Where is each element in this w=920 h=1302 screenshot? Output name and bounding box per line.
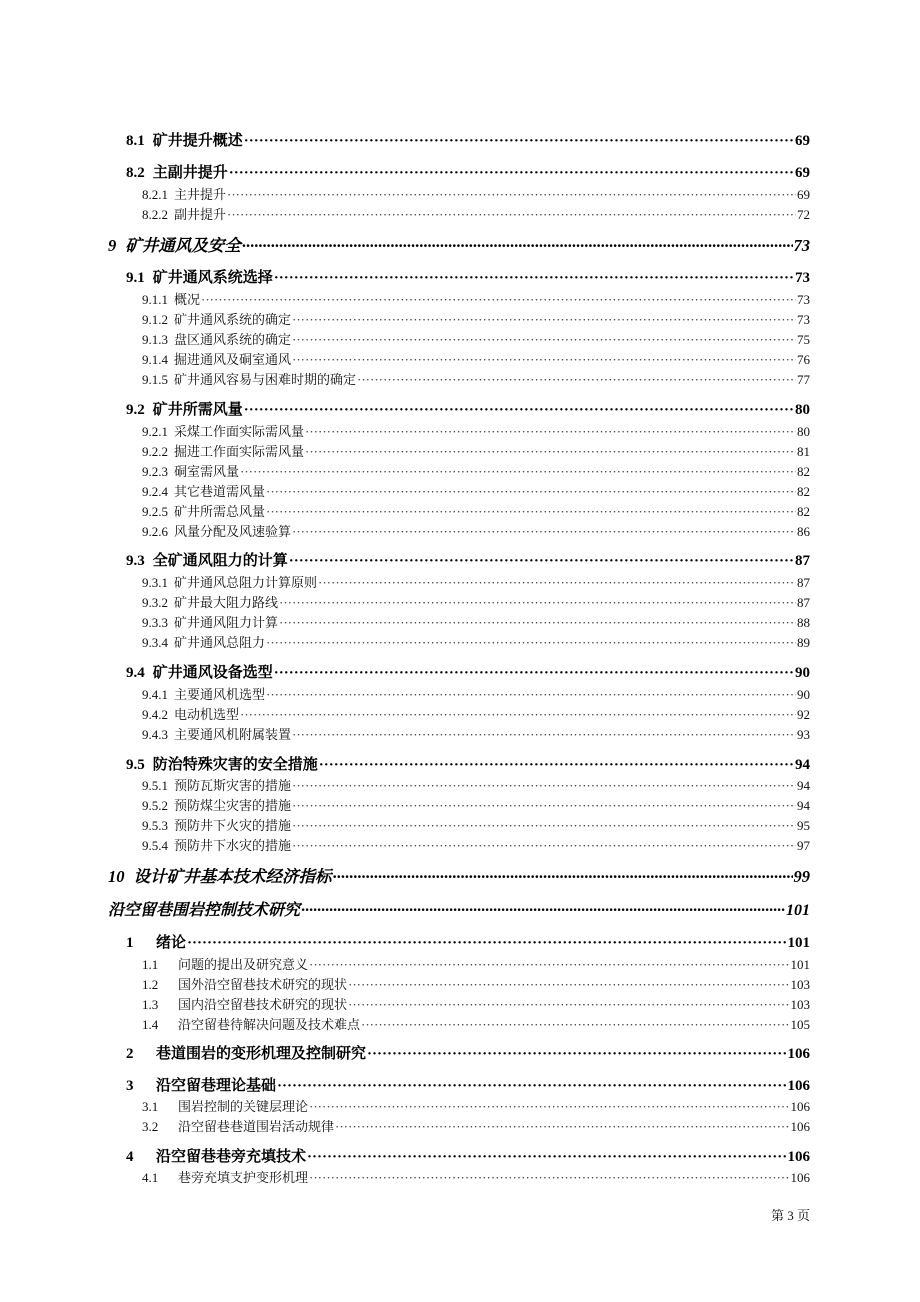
dot-leader — [292, 333, 796, 346]
toc-entry-number: 9.1.2 — [142, 312, 168, 327]
toc-entry-number: 9.5.1 — [142, 778, 168, 793]
toc-entry-number: 9.2.1 — [142, 424, 168, 439]
toc-entry[interactable] — [142, 373, 810, 386]
dot-leader — [348, 998, 789, 1011]
toc-entry-page: 90 — [795, 665, 810, 681]
dot-leader — [292, 819, 796, 832]
dot-leader — [292, 728, 796, 741]
toc-entry[interactable] — [142, 425, 810, 438]
toc-entry-page: 73 — [797, 312, 810, 327]
dot-leader — [301, 903, 785, 919]
toc-entry[interactable] — [142, 819, 810, 832]
dot-leader — [266, 688, 796, 701]
toc-entry[interactable] — [142, 708, 810, 721]
toc-entry-page: 93 — [797, 727, 810, 742]
toc-entry-title: 矿井通风容易与困难时期的确定 — [174, 372, 357, 387]
toc-entry-number: 9.2.4 — [142, 484, 168, 499]
toc-entry-number: 9.4.3 — [142, 727, 168, 742]
toc-entry-number: 9.3 — [126, 553, 145, 569]
toc-entry[interactable] — [142, 839, 810, 852]
toc-entry-number: 1.4 — [142, 1017, 159, 1032]
toc-entry-title: 矿井通风总阻力计算原则 — [174, 575, 318, 590]
toc-entry[interactable] — [126, 554, 810, 569]
dot-leader — [266, 485, 796, 498]
toc-entry-title: 问题的提出及研究意义 — [178, 957, 309, 972]
toc-entry-number: 4 — [126, 1149, 134, 1165]
toc-entry[interactable] — [142, 998, 810, 1011]
toc-entry[interactable] — [142, 596, 810, 609]
dot-leader — [305, 425, 796, 438]
dot-leader — [319, 758, 794, 773]
toc-entry-number: 9.2 — [126, 402, 145, 418]
toc-entry[interactable] — [142, 688, 810, 701]
toc-entry[interactable] — [142, 188, 810, 201]
dot-leader — [266, 636, 796, 649]
dot-leader — [201, 293, 796, 306]
toc-entry-page: 72 — [797, 207, 810, 222]
toc-entry-page: 86 — [797, 524, 810, 539]
toc-entry[interactable] — [142, 799, 810, 812]
toc-entry-title: 矿井提升概述 — [152, 133, 243, 149]
toc-entry-title: 掘进通风及硐室通风 — [174, 352, 292, 367]
toc-entry-page: 101 — [790, 957, 810, 972]
toc-entry[interactable] — [142, 576, 810, 589]
dot-leader — [274, 271, 794, 286]
toc-entry-page: 101 — [786, 902, 810, 919]
toc-entry[interactable] — [126, 271, 810, 286]
dot-leader — [309, 1171, 789, 1184]
toc-entry-page: 76 — [797, 352, 810, 367]
toc-entry-title: 矿井所需风量 — [152, 402, 243, 418]
toc-entry-number: 9.5.4 — [142, 838, 168, 853]
toc-entry-number: 9.4 — [126, 665, 145, 681]
dot-leader — [333, 869, 793, 886]
toc-entry-page: 95 — [797, 818, 810, 833]
toc-entry-title: 概况 — [174, 292, 201, 307]
dot-leader — [335, 1120, 789, 1133]
dot-leader — [240, 708, 796, 721]
toc-entry-page: 73 — [797, 292, 810, 307]
toc-entry-title: 国外沿空留巷技术研究的现状 — [178, 977, 348, 992]
toc-entry-page: 87 — [797, 575, 810, 590]
toc-entry-page: 103 — [790, 977, 810, 992]
toc-entry[interactable] — [126, 1079, 810, 1094]
dot-leader — [279, 596, 796, 609]
toc-entry-title: 硐室需风量 — [174, 464, 240, 479]
toc-entry-page: 106 — [790, 1119, 810, 1134]
toc-entry-title: 风量分配及风速验算 — [174, 524, 292, 539]
page-number-footer: 第 3 页 — [770, 1208, 810, 1223]
toc-entry-page: 103 — [790, 997, 810, 1012]
toc-entry[interactable] — [126, 134, 810, 149]
toc-entry-number: 8.2 — [126, 165, 145, 181]
toc-entry-title: 预防煤尘灾害的措施 — [174, 798, 292, 813]
toc-entry-page: 94 — [795, 757, 810, 773]
toc-entry-number: 9.5.2 — [142, 798, 168, 813]
toc-entry-title: 矿井所需总风量 — [174, 504, 266, 519]
toc-entry-page: 94 — [797, 778, 810, 793]
dot-leader — [292, 353, 796, 366]
toc-entry-number: 9 — [108, 236, 117, 255]
dot-leader — [318, 576, 796, 589]
toc-entry-page: 73 — [793, 236, 810, 255]
toc-entry[interactable] — [142, 728, 810, 741]
dot-leader — [274, 666, 794, 681]
dot-leader — [292, 313, 796, 326]
toc-entry-page: 81 — [797, 444, 810, 459]
toc-entry[interactable] — [142, 485, 810, 498]
toc-entry[interactable] — [142, 978, 810, 991]
toc-entry[interactable] — [108, 869, 810, 886]
toc-entry-title: 矿井通风总阻力 — [174, 635, 266, 650]
toc-entry-title: 电动机选型 — [174, 707, 240, 722]
toc-entry-title: 巷旁充填支护变形机理 — [178, 1170, 309, 1185]
toc-entry-number: 9.2.2 — [142, 444, 168, 459]
toc-entry[interactable] — [142, 465, 810, 478]
toc-entry-number: 3.1 — [142, 1099, 159, 1114]
toc-entry[interactable] — [142, 293, 810, 306]
toc-entry-title: 设计矿井基本技术经济指标 — [133, 867, 332, 886]
toc-entry-page: 82 — [797, 464, 810, 479]
dot-leader — [292, 779, 796, 792]
toc-entry-page: 106 — [787, 1046, 810, 1062]
toc-entry-title: 围岩控制的关键层理论 — [178, 1099, 309, 1114]
toc-entry-page: 69 — [795, 133, 810, 149]
toc-entry-title: 矿井通风系统的确定 — [174, 312, 292, 327]
toc-entry-title: 主副井提升 — [152, 165, 228, 181]
toc-entry[interactable] — [142, 779, 810, 792]
toc-entry-number: 9.3.4 — [142, 635, 168, 650]
toc-entry-page: 105 — [790, 1017, 810, 1032]
toc-entry-page: 87 — [795, 553, 810, 569]
toc-entry-title: 预防井下火灾的措施 — [174, 818, 292, 833]
toc-entry-title: 采煤工作面实际需风量 — [174, 424, 305, 439]
toc-entry[interactable] — [126, 1047, 810, 1062]
toc-entry-title: 主要通风机附属装置 — [174, 727, 292, 742]
toc-entry-title: 沿空留巷巷道围岩活动规律 — [178, 1119, 335, 1134]
toc-entry-number: 9.2.3 — [142, 464, 168, 479]
toc-entry-page: 106 — [790, 1170, 810, 1185]
toc-entry-title: 矿井通风及安全 — [125, 236, 241, 255]
toc-entry-page: 82 — [797, 504, 810, 519]
toc-entry-title: 国内沿空留巷技术研究的现状 — [178, 997, 348, 1012]
toc-entry-title: 矿井最大阻力路线 — [174, 595, 279, 610]
toc-entry-number: 2 — [126, 1046, 134, 1062]
toc-entry-number: 9.5 — [126, 757, 145, 773]
dot-leader — [227, 208, 796, 221]
toc-entry-number: 9.3.1 — [142, 575, 168, 590]
toc-entry-page: 89 — [797, 635, 810, 650]
toc-entry-number: 9.1 — [126, 270, 145, 286]
toc-entry[interactable] — [126, 1150, 810, 1165]
toc-entry-page: 80 — [795, 402, 810, 418]
toc-entry-page: 87 — [797, 595, 810, 610]
dot-leader — [292, 799, 796, 812]
toc-entry-title: 沿空留巷理论基础 — [156, 1078, 277, 1094]
toc-entry-number: 1.2 — [142, 977, 159, 992]
toc-entry-title: 矿井通风设备选型 — [152, 665, 273, 681]
toc-entry-page: 69 — [797, 187, 810, 202]
toc-entry-title: 沿空留巷围岩控制技术研究 — [108, 902, 301, 919]
dot-leader — [229, 166, 794, 181]
toc-entry-page: 92 — [797, 707, 810, 722]
dot-leader — [289, 554, 794, 569]
toc-entry-page: 82 — [797, 484, 810, 499]
toc-entry[interactable] — [142, 505, 810, 518]
toc-entry-title: 防治特殊灾害的安全措施 — [152, 757, 318, 773]
toc-entry-number: 8.2.1 — [142, 187, 168, 202]
toc-entry-number: 9.5.3 — [142, 818, 168, 833]
dot-leader — [227, 188, 796, 201]
dot-leader — [240, 465, 796, 478]
toc-entry[interactable] — [142, 1018, 810, 1031]
toc-entry-title: 盘区通风系统的确定 — [174, 332, 292, 347]
dot-leader — [244, 134, 794, 149]
toc-entry-page: 77 — [797, 372, 810, 387]
toc-entry[interactable] — [142, 1120, 810, 1133]
dot-leader — [307, 1150, 786, 1165]
toc-entry-number: 9.1.4 — [142, 352, 168, 367]
toc-entry-number: 1 — [126, 935, 134, 951]
toc-entry-title: 沿空留巷待解决问题及技术难点 — [178, 1017, 361, 1032]
dot-leader — [244, 403, 794, 418]
toc-entry-number: 9.4.2 — [142, 707, 168, 722]
toc-entry-title: 其它巷道需风量 — [174, 484, 266, 499]
toc-entry-number: 3 — [126, 1078, 134, 1094]
toc-entry-page: 69 — [795, 165, 810, 181]
toc-entry[interactable] — [142, 313, 810, 326]
dot-leader — [277, 1079, 786, 1094]
toc-entry-title: 掘进工作面实际需风量 — [174, 444, 305, 459]
toc-entry-number: 9.1.5 — [142, 372, 168, 387]
toc-entry-number: 1.1 — [142, 957, 159, 972]
toc-entry-number: 9.2.5 — [142, 504, 168, 519]
toc-entry-number: 9.3.3 — [142, 615, 168, 630]
toc-entry-page: 106 — [787, 1078, 810, 1094]
dot-leader — [361, 1018, 789, 1031]
toc-entry-title: 巷道围岩的变形机理及控制研究 — [156, 1046, 367, 1062]
toc-entry-page: 97 — [797, 838, 810, 853]
toc-entry[interactable] — [142, 1171, 810, 1184]
toc-entry-title: 矿井通风阻力计算 — [174, 615, 279, 630]
toc-entry-number: 4.1 — [142, 1170, 159, 1185]
toc-entry-number: 3.2 — [142, 1119, 159, 1134]
toc-entry[interactable] — [142, 353, 810, 366]
toc-entry-title: 全矿通风阻力的计算 — [152, 553, 288, 569]
dot-leader — [242, 238, 793, 255]
toc-entry-title: 主要通风机选型 — [174, 687, 266, 702]
toc-entry-number: 9.4.1 — [142, 687, 168, 702]
dot-leader — [292, 839, 796, 852]
toc-entry-title: 预防瓦斯灾害的措施 — [174, 778, 292, 793]
toc-entry-number: 8.2.2 — [142, 207, 168, 222]
toc-entry-page: 99 — [793, 867, 810, 886]
toc-entry[interactable] — [142, 636, 810, 649]
toc-entry-number: 9.3.2 — [142, 595, 168, 610]
toc-entry[interactable] — [142, 616, 810, 629]
toc-entry[interactable] — [108, 238, 810, 255]
toc-entry-page: 106 — [790, 1099, 810, 1114]
toc-entry-number: 9.2.6 — [142, 524, 168, 539]
toc-entry-page: 75 — [797, 332, 810, 347]
toc-entry-title: 绪论 — [156, 935, 187, 951]
toc-entry[interactable] — [126, 936, 810, 951]
toc-entry-page: 94 — [797, 798, 810, 813]
dot-leader — [309, 1100, 789, 1113]
toc-entry[interactable] — [142, 445, 810, 458]
toc-entry-title: 主井提升 — [174, 187, 227, 202]
toc-entry-page: 90 — [797, 687, 810, 702]
dot-leader — [279, 616, 796, 629]
toc-entry-page: 80 — [797, 424, 810, 439]
toc-entry-title: 副井提升 — [174, 207, 227, 222]
dot-leader — [266, 505, 796, 518]
toc-entry[interactable] — [108, 903, 810, 919]
toc-entry-number: 9.1.1 — [142, 292, 168, 307]
toc-entry[interactable] — [142, 333, 810, 346]
toc-entry-number: 8.1 — [126, 133, 145, 149]
toc-entry[interactable] — [126, 403, 810, 418]
toc-entry-number: 9.1.3 — [142, 332, 168, 347]
toc-entry[interactable] — [142, 1100, 810, 1113]
toc-entry[interactable] — [126, 166, 810, 181]
dot-leader — [309, 958, 789, 971]
dot-leader — [292, 525, 796, 538]
toc-entry-number: 10 — [108, 867, 125, 886]
toc-entry-page: 101 — [787, 935, 810, 951]
toc-entry-page: 88 — [797, 615, 810, 630]
toc-entry[interactable] — [126, 758, 810, 773]
dot-leader — [357, 373, 796, 386]
toc-entry-page: 106 — [787, 1149, 810, 1165]
dot-leader — [348, 978, 789, 991]
dot-leader — [367, 1047, 786, 1062]
toc-entry[interactable] — [142, 208, 810, 221]
toc-entry-title: 沿空留巷巷旁充填技术 — [156, 1149, 307, 1165]
toc-entry-title: 矿井通风系统选择 — [152, 270, 273, 286]
toc-entry-page: 73 — [795, 270, 810, 286]
toc-entry-number: 1.3 — [142, 997, 159, 1012]
toc-entry[interactable] — [142, 958, 810, 971]
dot-leader — [305, 445, 796, 458]
toc-entry-title: 预防井下水灾的措施 — [174, 838, 292, 853]
toc-entry[interactable] — [142, 525, 810, 538]
toc-entry[interactable] — [126, 666, 810, 681]
dot-leader — [187, 936, 786, 951]
